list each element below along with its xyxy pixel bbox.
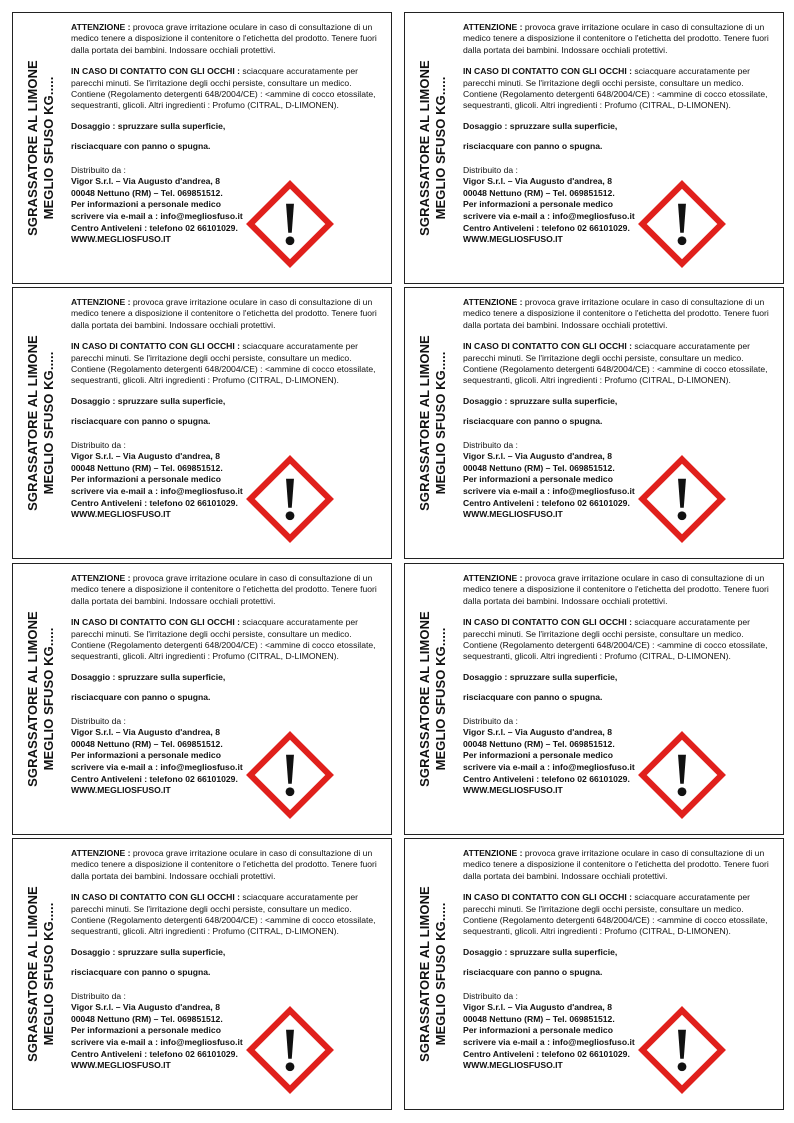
distributed-by: Distribuito da :	[463, 990, 518, 1001]
website-line: WWW.MEGLIOSFUSO.IT	[463, 509, 563, 520]
distributed-by: Distribuito da :	[71, 164, 126, 175]
exclamation-mark-hazard-icon	[638, 455, 726, 543]
warning-heading: ATTENZIONE :	[71, 297, 131, 307]
company-line: Vigor S.r.l. – Via Augusto d'andrea, 8	[71, 727, 220, 738]
eye-contact-paragraph	[71, 892, 387, 938]
address-line: 00048 Nettuno (RM) – Tel. 069851512.	[71, 1013, 223, 1024]
eye-contact-heading: IN CASO DI CONTATTO CON GLI OCCHI :	[463, 341, 633, 352]
product-name: SGRASSATORE AL LIMONE	[25, 60, 40, 236]
product-label	[12, 838, 392, 1110]
label-body	[463, 573, 779, 797]
warning-text: provoca grave irritazione oculare in caso di consultazione di un medico tenere a disposizione il contenitore o l'etichetta del prodotto. Tenere fuori dalla portata dei bambini. Indossare occhiali protettivi.	[71, 297, 377, 330]
product-title	[15, 839, 67, 1109]
email-line: scrivere via e-mail a : info@megliosfuso.it	[71, 486, 243, 497]
eye-contact-heading: IN CASO DI CONTATTO CON GLI OCCHI :	[463, 892, 633, 903]
email-line: scrivere via e-mail a : info@megliosfuso.it	[463, 486, 635, 497]
email-line: scrivere via e-mail a : info@megliosfuso.it	[71, 762, 243, 773]
distributor-block	[71, 165, 387, 246]
warning-paragraph	[71, 297, 387, 331]
warning-heading: ATTENZIONE :	[463, 848, 523, 858]
eye-contact-text: sciacquare accuratamente per parecchi minuti. Se l'irritazione degli occhi persiste, consultare un medico. Contiene (Regolamento detergenti 648/2004/CE) : <ammine di cocco etossilate, sequestranti, glicoli. Altri ingredienti : Profumo (CITRAL, D-LIMONEN).	[71, 66, 376, 111]
medical-info-line: Per informazioni a personale medico	[71, 750, 221, 761]
product-size: MEGLIO SFUSO KG.....	[41, 76, 56, 220]
medical-info-line: Per informazioni a personale medico	[463, 1025, 613, 1036]
company-line: Vigor S.r.l. – Via Augusto d'andrea, 8	[463, 1002, 612, 1013]
product-name: SGRASSATORE AL LIMONE	[417, 335, 432, 511]
distributed-by: Distribuito da :	[71, 439, 126, 450]
product-label	[12, 563, 392, 835]
eye-contact-paragraph	[463, 617, 779, 663]
dosage-text: Dosaggio : spruzzare sulla superficie,	[463, 120, 618, 131]
product-title	[15, 564, 67, 834]
exclamation-mark-hazard-icon	[246, 731, 334, 819]
poison-center-line: Centro Antiveleni : telefono 02 66101029.	[463, 222, 630, 233]
eye-contact-paragraph	[71, 341, 387, 387]
eye-contact-paragraph	[463, 66, 779, 112]
warning-heading: ATTENZIONE :	[463, 297, 523, 307]
warning-heading: ATTENZIONE :	[71, 848, 131, 858]
dosage-text: Dosaggio : spruzzare sulla superficie,	[71, 946, 226, 957]
eye-contact-text: sciacquare accuratamente per parecchi minuti. Se l'irritazione degli occhi persiste, consultare un medico. Contiene (Regolamento detergenti 648/2004/CE) : <ammine di cocco etossilate, sequestranti, glicoli. Altri ingredienti : Profumo (CITRAL, D-LIMONEN).	[71, 617, 376, 662]
eye-contact-text: sciacquare accuratamente per parecchi minuti. Se l'irritazione degli occhi persiste, consultare un medico. Contiene (Regolamento detergenti 648/2004/CE) : <ammine di cocco etossilate, sequestranti, glicoli. Altri ingredienti : Profumo (CITRAL, D-LIMONEN).	[71, 892, 376, 937]
product-title	[407, 288, 459, 558]
warning-paragraph	[463, 297, 779, 331]
email-line: scrivere via e-mail a : info@megliosfuso.it	[463, 762, 635, 773]
company-line: Vigor S.r.l. – Via Augusto d'andrea, 8	[71, 176, 220, 187]
distributed-by: Distribuito da :	[463, 715, 518, 726]
company-line: Vigor S.r.l. – Via Augusto d'andrea, 8	[71, 1002, 220, 1013]
warning-paragraph	[71, 848, 387, 882]
dosage-text: Dosaggio : spruzzare sulla superficie,	[463, 946, 618, 957]
website-line: WWW.MEGLIOSFUSO.IT	[71, 1060, 171, 1071]
product-size: MEGLIO SFUSO KG.....	[433, 76, 448, 220]
rinse-text: risciacquare con panno o spugna.	[463, 967, 603, 978]
eye-contact-text: sciacquare accuratamente per parecchi minuti. Se l'irritazione degli occhi persiste, consultare un medico. Contiene (Regolamento detergenti 648/2004/CE) : <ammine di cocco etossilate, sequestranti, glicoli. Altri ingredienti : Profumo (CITRAL, D-LIMONEN).	[71, 341, 376, 386]
medical-info-line: Per informazioni a personale medico	[71, 1025, 221, 1036]
medical-info-line: Per informazioni a personale medico	[463, 199, 613, 210]
label-body	[71, 297, 387, 521]
warning-paragraph	[71, 22, 387, 56]
medical-info-line: Per informazioni a personale medico	[463, 750, 613, 761]
website-line: WWW.MEGLIOSFUSO.IT	[463, 1060, 563, 1071]
warning-paragraph	[463, 848, 779, 882]
rinse-text: risciacquare con panno o spugna.	[463, 141, 603, 152]
warning-heading: ATTENZIONE :	[463, 22, 523, 32]
email-line: scrivere via e-mail a : info@megliosfuso.it	[71, 211, 243, 222]
product-label	[12, 287, 392, 559]
distributor-block	[71, 716, 387, 797]
poison-center-line: Centro Antiveleni : telefono 02 66101029.	[463, 773, 630, 784]
product-size: MEGLIO SFUSO KG.....	[41, 902, 56, 1046]
distributor-block	[463, 165, 779, 246]
product-size: MEGLIO SFUSO KG.....	[41, 627, 56, 771]
distributed-by: Distribuito da :	[463, 164, 518, 175]
product-name: SGRASSATORE AL LIMONE	[417, 886, 432, 1062]
warning-text: provoca grave irritazione oculare in caso di consultazione di un medico tenere a disposizione il contenitore o l'etichetta del prodotto. Tenere fuori dalla portata dei bambini. Indossare occhiali protettivi.	[71, 848, 377, 881]
warning-text: provoca grave irritazione oculare in caso di consultazione di un medico tenere a disposizione il contenitore o l'etichetta del prodotto. Tenere fuori dalla portata dei bambini. Indossare occhiali protettivi.	[463, 22, 769, 55]
address-line: 00048 Nettuno (RM) – Tel. 069851512.	[463, 462, 615, 473]
product-name: SGRASSATORE AL LIMONE	[25, 611, 40, 787]
warning-heading: ATTENZIONE :	[463, 573, 523, 583]
eye-contact-paragraph	[463, 892, 779, 938]
product-label	[404, 287, 784, 559]
exclamation-mark-hazard-icon	[246, 455, 334, 543]
product-name: SGRASSATORE AL LIMONE	[417, 611, 432, 787]
eye-contact-heading: IN CASO DI CONTATTO CON GLI OCCHI :	[463, 66, 633, 77]
rinse-text: risciacquare con panno o spugna.	[71, 141, 211, 152]
company-line: Vigor S.r.l. – Via Augusto d'andrea, 8	[463, 176, 612, 187]
label-body	[71, 848, 387, 1072]
product-title	[15, 288, 67, 558]
dosage-text: Dosaggio : spruzzare sulla superficie,	[463, 395, 618, 406]
poison-center-line: Centro Antiveleni : telefono 02 66101029.	[463, 1048, 630, 1059]
product-label	[404, 563, 784, 835]
poison-center-line: Centro Antiveleni : telefono 02 66101029.	[463, 497, 630, 508]
distributor-block	[71, 440, 387, 521]
eye-contact-heading: IN CASO DI CONTATTO CON GLI OCCHI :	[71, 66, 241, 77]
distributor-block	[463, 716, 779, 797]
website-line: WWW.MEGLIOSFUSO.IT	[71, 785, 171, 796]
dosage-text: Dosaggio : spruzzare sulla superficie,	[71, 395, 226, 406]
eye-contact-heading: IN CASO DI CONTATTO CON GLI OCCHI :	[463, 617, 633, 628]
poison-center-line: Centro Antiveleni : telefono 02 66101029.	[71, 773, 238, 784]
address-line: 00048 Nettuno (RM) – Tel. 069851512.	[463, 1013, 615, 1024]
distributed-by: Distribuito da :	[71, 990, 126, 1001]
distributed-by: Distribuito da :	[463, 439, 518, 450]
eye-contact-text: sciacquare accuratamente per parecchi minuti. Se l'irritazione degli occhi persiste, consultare un medico. Contiene (Regolamento detergenti 648/2004/CE) : <ammine di cocco etossilate, sequestranti, glicoli. Altri ingredienti : Profumo (CITRAL, D-LIMONEN).	[463, 892, 768, 937]
eye-contact-paragraph	[71, 66, 387, 112]
warning-text: provoca grave irritazione oculare in caso di consultazione di un medico tenere a disposizione il contenitore o l'etichetta del prodotto. Tenere fuori dalla portata dei bambini. Indossare occhiali protettivi.	[71, 573, 377, 606]
label-body	[463, 297, 779, 521]
eye-contact-text: sciacquare accuratamente per parecchi minuti. Se l'irritazione degli occhi persiste, consultare un medico. Contiene (Regolamento detergenti 648/2004/CE) : <ammine di cocco etossilate, sequestranti, glicoli. Altri ingredienti : Profumo (CITRAL, D-LIMONEN).	[463, 617, 768, 662]
warning-text: provoca grave irritazione oculare in caso di consultazione di un medico tenere a disposizione il contenitore o l'etichetta del prodotto. Tenere fuori dalla portata dei bambini. Indossare occhiali protettivi.	[463, 848, 769, 881]
email-line: scrivere via e-mail a : info@megliosfuso.it	[71, 1037, 243, 1048]
website-line: WWW.MEGLIOSFUSO.IT	[71, 234, 171, 245]
product-size: MEGLIO SFUSO KG.....	[41, 351, 56, 495]
product-name: SGRASSATORE AL LIMONE	[25, 886, 40, 1062]
label-body	[463, 848, 779, 1072]
address-line: 00048 Nettuno (RM) – Tel. 069851512.	[71, 462, 223, 473]
address-line: 00048 Nettuno (RM) – Tel. 069851512.	[71, 738, 223, 749]
product-size: MEGLIO SFUSO KG.....	[433, 627, 448, 771]
poison-center-line: Centro Antiveleni : telefono 02 66101029.	[71, 1048, 238, 1059]
website-line: WWW.MEGLIOSFUSO.IT	[71, 509, 171, 520]
product-size: MEGLIO SFUSO KG.....	[433, 902, 448, 1046]
eye-contact-paragraph	[463, 341, 779, 387]
company-line: Vigor S.r.l. – Via Augusto d'andrea, 8	[71, 451, 220, 462]
address-line: 00048 Nettuno (RM) – Tel. 069851512.	[71, 187, 223, 198]
warning-text: provoca grave irritazione oculare in caso di consultazione di un medico tenere a disposizione il contenitore o l'etichetta del prodotto. Tenere fuori dalla portata dei bambini. Indossare occhiali protettivi.	[463, 573, 769, 606]
address-line: 00048 Nettuno (RM) – Tel. 069851512.	[463, 738, 615, 749]
eye-contact-heading: IN CASO DI CONTATTO CON GLI OCCHI :	[71, 892, 241, 903]
rinse-text: risciacquare con panno o spugna.	[71, 692, 211, 703]
poison-center-line: Centro Antiveleni : telefono 02 66101029.	[71, 497, 238, 508]
medical-info-line: Per informazioni a personale medico	[463, 474, 613, 485]
eye-contact-heading: IN CASO DI CONTATTO CON GLI OCCHI :	[71, 617, 241, 628]
rinse-text: risciacquare con panno o spugna.	[71, 416, 211, 427]
distributor-block	[71, 991, 387, 1072]
exclamation-mark-hazard-icon	[638, 180, 726, 268]
distributor-block	[463, 440, 779, 521]
company-line: Vigor S.r.l. – Via Augusto d'andrea, 8	[463, 451, 612, 462]
product-name: SGRASSATORE AL LIMONE	[25, 335, 40, 511]
dosage-text: Dosaggio : spruzzare sulla superficie,	[463, 671, 618, 682]
medical-info-line: Per informazioni a personale medico	[71, 199, 221, 210]
product-label	[12, 12, 392, 284]
warning-paragraph	[71, 573, 387, 607]
product-label	[404, 12, 784, 284]
rinse-text: risciacquare con panno o spugna.	[463, 692, 603, 703]
eye-contact-heading: IN CASO DI CONTATTO CON GLI OCCHI :	[71, 341, 241, 352]
company-line: Vigor S.r.l. – Via Augusto d'andrea, 8	[463, 727, 612, 738]
warning-text: provoca grave irritazione oculare in caso di consultazione di un medico tenere a disposizione il contenitore o l'etichetta del prodotto. Tenere fuori dalla portata dei bambini. Indossare occhiali protettivi.	[71, 22, 377, 55]
exclamation-mark-hazard-icon	[638, 731, 726, 819]
product-name: SGRASSATORE AL LIMONE	[417, 60, 432, 236]
label-body	[463, 22, 779, 246]
exclamation-mark-hazard-icon	[246, 1006, 334, 1094]
eye-contact-text: sciacquare accuratamente per parecchi minuti. Se l'irritazione degli occhi persiste, consultare un medico. Contiene (Regolamento detergenti 648/2004/CE) : <ammine di cocco etossilate, sequestranti, glicoli. Altri ingredienti : Profumo (CITRAL, D-LIMONEN).	[463, 341, 768, 386]
distributor-block	[463, 991, 779, 1072]
distributed-by: Distribuito da :	[71, 715, 126, 726]
eye-contact-text: sciacquare accuratamente per parecchi minuti. Se l'irritazione degli occhi persiste, consultare un medico. Contiene (Regolamento detergenti 648/2004/CE) : <ammine di cocco etossilate, sequestranti, glicoli. Altri ingredienti : Profumo (CITRAL, D-LIMONEN).	[463, 66, 768, 111]
label-body	[71, 22, 387, 246]
warning-heading: ATTENZIONE :	[71, 573, 131, 583]
warning-paragraph	[463, 22, 779, 56]
product-title	[15, 13, 67, 283]
product-label	[404, 838, 784, 1110]
website-line: WWW.MEGLIOSFUSO.IT	[463, 785, 563, 796]
eye-contact-paragraph	[71, 617, 387, 663]
website-line: WWW.MEGLIOSFUSO.IT	[463, 234, 563, 245]
label-body	[71, 573, 387, 797]
dosage-text: Dosaggio : spruzzare sulla superficie,	[71, 120, 226, 131]
product-size: MEGLIO SFUSO KG.....	[433, 351, 448, 495]
email-line: scrivere via e-mail a : info@megliosfuso.it	[463, 211, 635, 222]
address-line: 00048 Nettuno (RM) – Tel. 069851512.	[463, 187, 615, 198]
poison-center-line: Centro Antiveleni : telefono 02 66101029.	[71, 222, 238, 233]
medical-info-line: Per informazioni a personale medico	[71, 474, 221, 485]
warning-text: provoca grave irritazione oculare in caso di consultazione di un medico tenere a disposizione il contenitore o l'etichetta del prodotto. Tenere fuori dalla portata dei bambini. Indossare occhiali protettivi.	[463, 297, 769, 330]
email-line: scrivere via e-mail a : info@megliosfuso.it	[463, 1037, 635, 1048]
rinse-text: risciacquare con panno o spugna.	[71, 967, 211, 978]
exclamation-mark-hazard-icon	[638, 1006, 726, 1094]
rinse-text: risciacquare con panno o spugna.	[463, 416, 603, 427]
dosage-text: Dosaggio : spruzzare sulla superficie,	[71, 671, 226, 682]
warning-heading: ATTENZIONE :	[71, 22, 131, 32]
product-title	[407, 13, 459, 283]
product-title	[407, 564, 459, 834]
warning-paragraph	[463, 573, 779, 607]
exclamation-mark-hazard-icon	[246, 180, 334, 268]
product-title	[407, 839, 459, 1109]
